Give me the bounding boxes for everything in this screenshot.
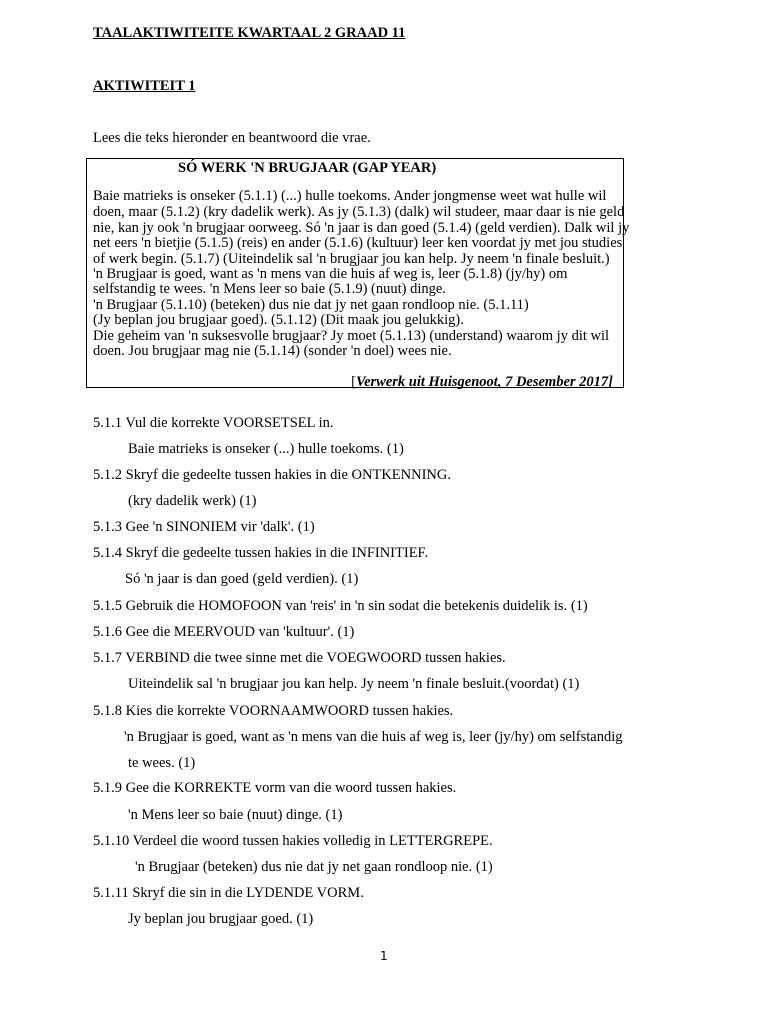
passage-line: of werk begin. (5.1.7) (Uiteindelik sal 'n brugjaar jou kan help. Jy neem 'n finale besluit.) xyxy=(93,251,610,267)
instruction-text: Lees die teks hieronder en beantwoord die vrae. xyxy=(93,130,371,146)
question-5-1-11: 5.1.11 Skryf die sin in die LYDENDE VORM. xyxy=(93,885,364,901)
passage-line: selfstandig te wees. 'n Mens leer so baie (5.1.9) (nuut) dinge. xyxy=(93,281,446,297)
question-5-1-7: 5.1.7 VERBIND die twee sinne met die VOEGWOORD tussen hakies. xyxy=(93,650,506,666)
question-5-1-4: 5.1.4 Skryf die gedeelte tussen hakies in die INFINITIEF. xyxy=(93,545,429,561)
question-5-1-9-prompt: 'n Mens leer so baie (nuut) dinge. (1) xyxy=(128,807,343,823)
passage-line: Die geheim van 'n suksesvolle brugjaar? Jy moet (5.1.13) (understand) waarom jy dit wil xyxy=(93,328,610,344)
question-5-1-2: 5.1.2 Skryf die gedeelte tussen hakies in die ONTKENNING. xyxy=(93,467,451,483)
question-5-1-2-prompt: (kry dadelik werk) (1) xyxy=(128,493,257,509)
source-citation: [Verwerk uit Huisgenoot, 7 Desember 2017] xyxy=(351,374,613,390)
passage-box xyxy=(86,158,630,390)
source-text: Verwerk uit Huisgenoot, 7 Desember 2017] xyxy=(356,374,613,390)
passage-title: SÓ WERK 'N BRUGJAAR (GAP YEAR) xyxy=(178,160,437,176)
passage-line: doen, maar (5.1.2) (kry dadelik werk). As jy (5.1.3) (dalk) wil studeer, maar daar is nie geld xyxy=(93,204,625,220)
question-5-1-3: 5.1.3 Gee 'n SINONIEM vir 'dalk'. (1) xyxy=(93,519,315,535)
question-5-1-10: 5.1.10 Verdeel die woord tussen hakies volledig in LETTERGREPE. xyxy=(93,833,493,849)
passage-line: nie, kan jy ook 'n brugjaar oorweeg. Só 'n jaar is dan goed (5.1.4) (geld verdien). Dalk wil jy xyxy=(93,220,630,236)
question-5-1-6: 5.1.6 Gee die MEERVOUD van 'kultuur'. (1) xyxy=(93,624,355,640)
question-5-1-7-prompt: Uiteindelik sal 'n brugjaar jou kan help. Jy neem 'n finale besluit.(voordat) (1) xyxy=(128,676,580,692)
question-5-1-10-prompt: 'n Brugjaar (beteken) dus nie dat jy net gaan rondloop nie. (1) xyxy=(135,859,493,875)
passage-line: doen. Jou brugjaar mag nie (5.1.14) (sonder 'n doel) wees nie. xyxy=(93,343,452,359)
question-5-1-11-prompt: Jy beplan jou brugjaar goed. (1) xyxy=(128,911,314,927)
question-5-1-1-prompt: Baie matrieks is onseker (...) hulle toekoms. (1) xyxy=(128,441,404,457)
question-5-1-8-prompt: 'n Brugjaar is goed, want as 'n mens van die huis af weg is, leer (jy/hy) om selfstandig xyxy=(124,729,623,745)
passage-line: Baie matrieks is onseker (5.1.1) (...) hulle toekoms. Ander jongmense weet wat hulle wil xyxy=(93,188,607,204)
question-5-1-8-prompt-cont: te wees. (1) xyxy=(128,755,196,771)
question-5-1-4-prompt: Só 'n jaar is dan goed (geld verdien). (1) xyxy=(125,571,359,587)
passage-line: 'n Brugjaar is goed, want as 'n mens van die huis af weg is, leer (5.1.8) (jy/hy) om xyxy=(93,266,568,282)
passage-line: net eers 'n bietjie (5.1.5) (reis) en ander (5.1.6) (kultuur) leer ken voordat jy met jou studies xyxy=(93,235,623,251)
question-5-1-8: 5.1.8 Kies die korrekte VOORNAAMWOORD tussen hakies. xyxy=(93,703,454,719)
question-5-1-5: 5.1.5 Gebruik die HOMOFOON van 'reis' in 'n sin sodat die betekenis duidelik is. (1) xyxy=(93,598,588,614)
document-title: TAALAKTIWITEITE KWARTAAL 2 GRAAD 11 xyxy=(93,25,406,41)
page-number: 1 xyxy=(380,949,388,963)
passage-line: 'n Brugjaar (5.1.10) (beteken) dus nie dat jy net gaan rondloop nie. (5.1.11) xyxy=(93,297,529,313)
question-5-1-1: 5.1.1 Vul die korrekte VOORSETSEL in. xyxy=(93,415,334,431)
question-5-1-9: 5.1.9 Gee die KORREKTE vorm van die woord tussen hakies. xyxy=(93,780,457,796)
activity-heading: AKTIWITEIT 1 xyxy=(93,78,196,94)
passage-line: (Jy beplan jou brugjaar goed). (5.1.12) (Dit maak jou gelukkig). xyxy=(93,312,464,328)
